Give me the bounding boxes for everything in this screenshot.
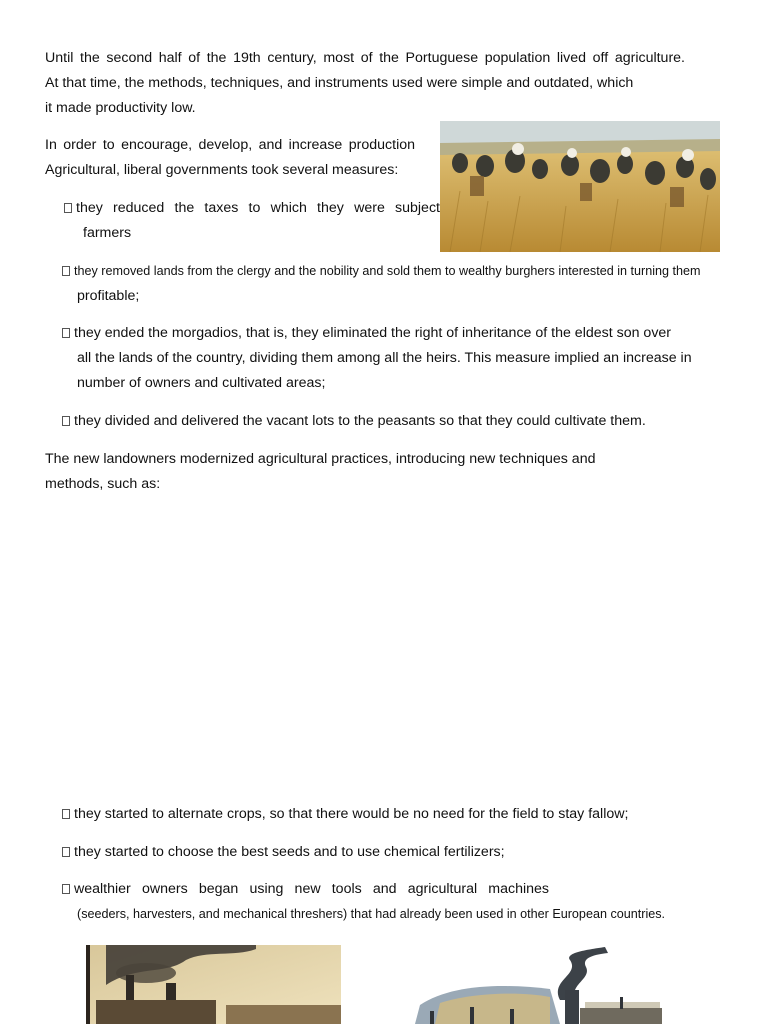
practices-intro-line-1: The new landowners modernized agricultural practices, introducing new techniques and	[45, 451, 596, 467]
measure-item-lands-text: they removed lands from the clergy and the nobility and sold them to wealthy burghers interested in turning them	[74, 264, 701, 278]
bullet-icon	[62, 809, 70, 819]
bullet-icon	[62, 884, 70, 894]
practice-item-seeds	[62, 840, 505, 865]
intro-line-1: Until the second half of the 19th century, most of the Portuguese population lived off agriculture.	[45, 50, 685, 66]
bullet-icon	[62, 266, 70, 276]
measure-item-taxes	[64, 196, 440, 221]
measure-item-vacant-lots	[62, 409, 646, 434]
measure-item-lands	[62, 259, 701, 284]
measure-item-morgadios-cont-2: number of owners and cultivated areas;	[77, 375, 326, 391]
measure-item-taxes-cont: farmers	[83, 225, 132, 241]
measures-intro-line-2: Agricultural, liberal governments took several measures:	[45, 162, 399, 178]
steam-engine-painting	[86, 945, 341, 1024]
practice-item-machines	[62, 877, 549, 902]
bullet-icon	[62, 328, 70, 338]
measure-item-morgadios-text: they ended the morgadios, that is, they eliminated the right of inheritance of the eldest son over	[74, 325, 672, 341]
measures-intro-line-1: In order to encourage, develop, and increase production	[45, 137, 415, 153]
practice-item-seeds-text: they started to choose the best seeds and to use chemical fertilizers;	[74, 844, 505, 860]
intro-line-3: it made productivity low.	[45, 100, 196, 116]
bullet-icon	[62, 416, 70, 426]
practice-item-crop-rotation-text: they started to alternate crops, so that there would be no need for the field to stay fallow;	[74, 806, 629, 822]
practice-item-crop-rotation	[62, 802, 628, 827]
measure-item-morgadios-cont-1: all the lands of the country, dividing them among all the heirs. This measure implied an increase in	[77, 350, 692, 366]
harvest-painting	[440, 121, 720, 252]
bullet-icon	[64, 203, 72, 213]
practice-item-machines-text: wealthier owners began using new tools and agricultural machines	[74, 881, 549, 897]
mechanical-thresher-photo	[410, 945, 665, 1024]
practice-item-machines-cont: (seeders, harvesters, and mechanical threshers) that had already been used in other European countries.	[77, 907, 666, 921]
measure-item-morgadios	[62, 321, 671, 346]
bullet-icon	[62, 847, 70, 857]
intro-line-2: At that time, the methods, techniques, and instruments used were simple and outdated, which	[45, 75, 634, 91]
measure-item-vacant-lots-text: they divided and delivered the vacant lots to the peasants so that they could cultivate them.	[74, 413, 646, 429]
measure-item-lands-cont: profitable;	[77, 288, 140, 304]
measure-item-taxes-text: they reduced the taxes to which they were subject	[76, 200, 440, 216]
practices-intro-line-2: methods, such as:	[45, 476, 161, 492]
